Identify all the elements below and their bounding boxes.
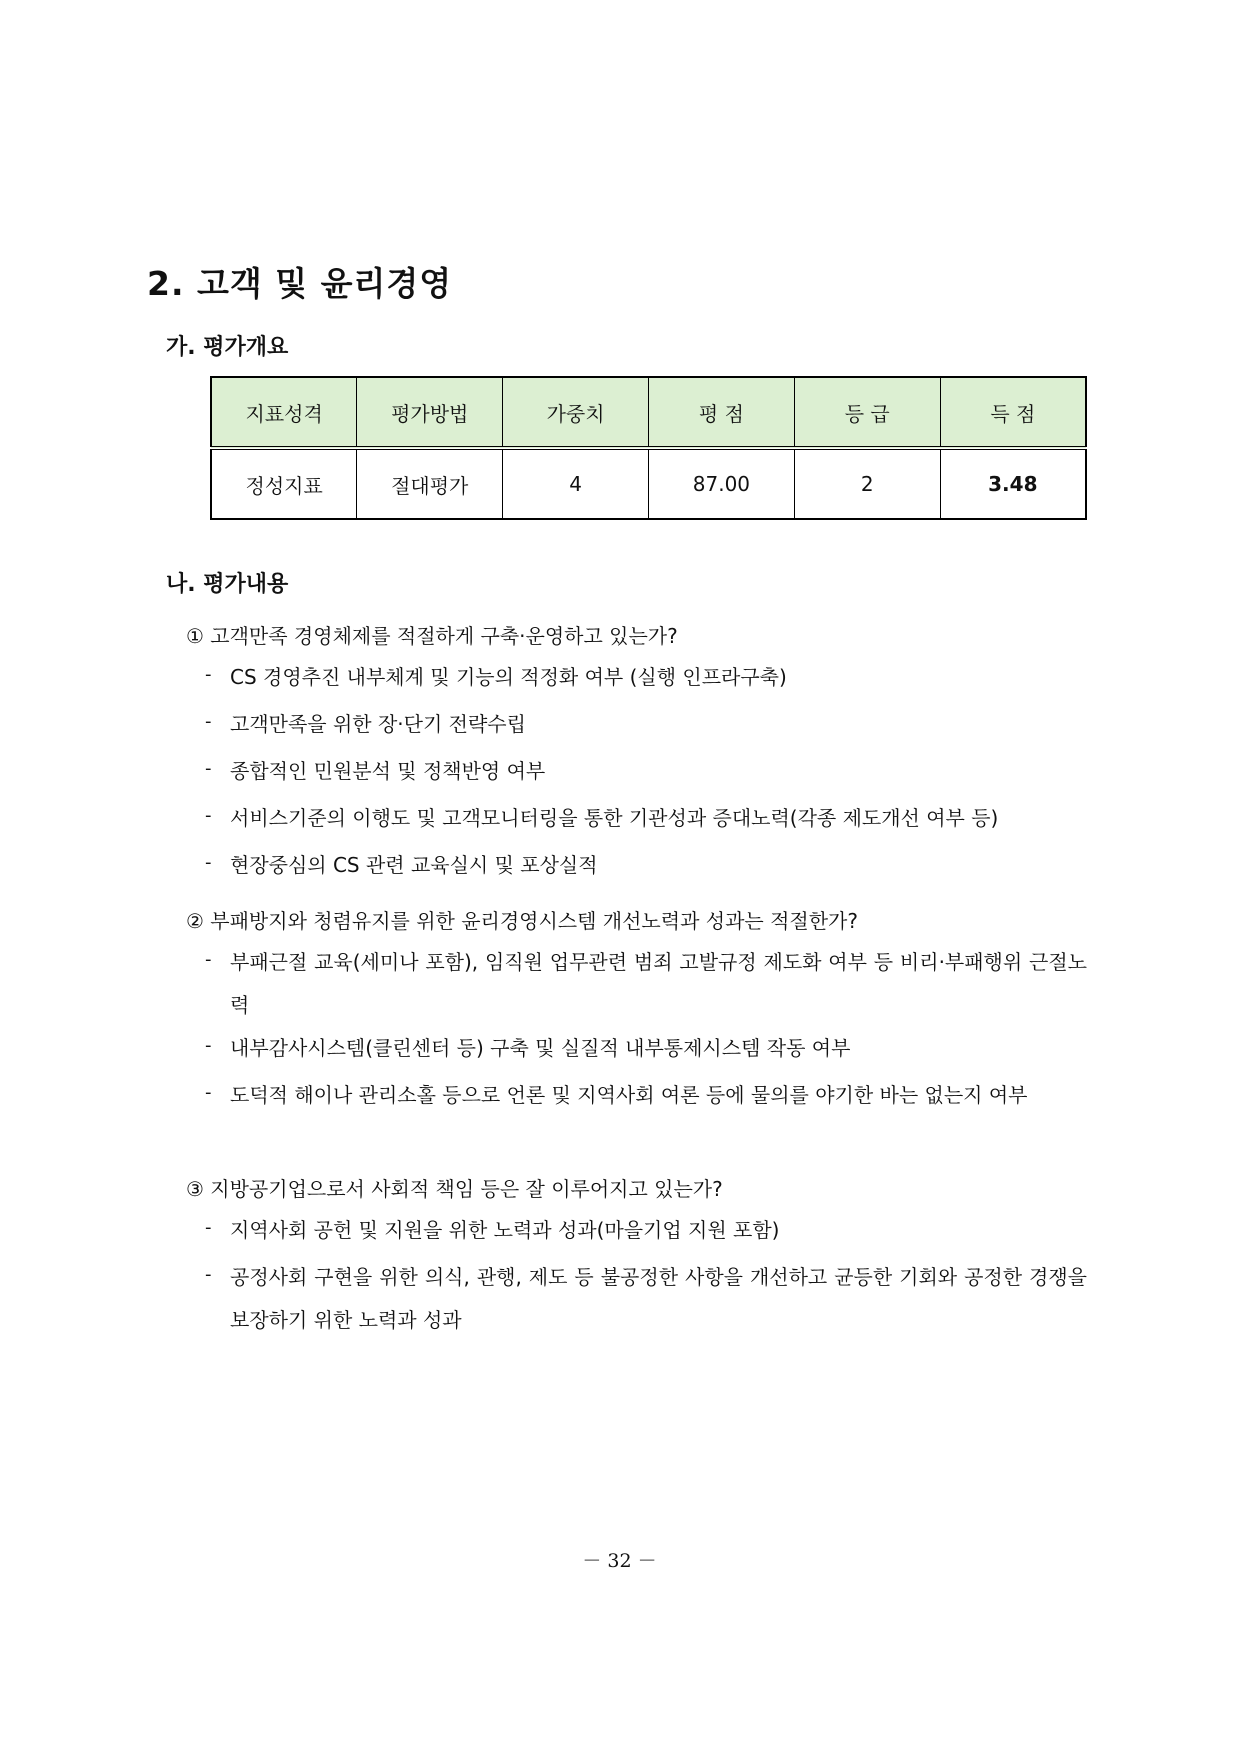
dash-bullet-icon: - — [205, 949, 212, 970]
question-3: ③ 지방공기업으로서 사회적 책임 등은 잘 이루어지고 있는가? — [186, 1177, 723, 1201]
list-item: - 내부감사시스템(클린센터 등) 구축 및 실질적 내부통제시스템 작동 여부 — [205, 1027, 1087, 1070]
cell-grade: 2 — [794, 448, 940, 519]
dash-bullet-icon: - — [205, 1035, 212, 1056]
cell-score: 3.48 — [940, 448, 1086, 519]
header-rating: 평 점 — [648, 377, 794, 448]
section-title: 2. 고객 및 윤리경영 — [147, 264, 453, 303]
cell-indicator-type: 정성지표 — [211, 448, 357, 519]
question-1: ① 고객만족 경영체제를 적절하게 구축·운영하고 있는가? — [186, 624, 678, 648]
cell-rating: 87.00 — [648, 448, 794, 519]
subsection-overview-title: 가. 평가개요 — [166, 335, 289, 360]
subsection-content-title: 나. 평가내용 — [166, 572, 289, 597]
list-item: - 지역사회 공헌 및 지원을 위한 노력과 성과(마을기업 지원 포함) — [205, 1209, 1087, 1252]
dash-bullet-icon: - — [205, 1217, 212, 1238]
dash-bullet-icon: - — [205, 711, 212, 732]
header-weight: 가중치 — [503, 377, 649, 448]
list-item: - 공정사회 구현을 위한 의식, 관행, 제도 등 불공정한 사항을 개선하고 균등한 기회와 공정한 경쟁을 보장하기 위한 노력과 성과 — [205, 1256, 1087, 1342]
header-indicator-type: 지표성격 — [211, 377, 357, 448]
page-number: － 32 － — [582, 1550, 657, 1572]
table-header-row — [211, 377, 1086, 448]
dash-bullet-icon: - — [205, 664, 212, 685]
list-item: - 고객만족을 위한 장·단기 전략수립 — [205, 703, 1087, 746]
header-evaluation-method: 평가방법 — [357, 377, 503, 448]
header-score: 득 점 — [940, 377, 1086, 448]
list-item: - 서비스기준의 이행도 및 고객모니터링을 통한 기관성과 증대노력(각종 제도개선 여부 등) — [205, 797, 1087, 840]
header-grade: 등 급 — [794, 377, 940, 448]
list-item: - 도덕적 해이나 관리소홀 등으로 언론 및 지역사회 여론 등에 물의를 야기한 바는 없는지 여부 — [205, 1074, 1087, 1117]
dash-bullet-icon: - — [205, 852, 212, 873]
question-2: ② 부패방지와 청렴유지를 위한 윤리경영시스템 개선노력과 성과는 적절한가? — [186, 909, 858, 933]
dash-bullet-icon: - — [205, 1264, 212, 1285]
dash-bullet-icon: - — [205, 805, 212, 826]
dash-bullet-icon: - — [205, 758, 212, 779]
list-item: - 부패근절 교육(세미나 포함), 임직원 업무관련 범죄 고발규정 제도화 여부 등 비리·부패행위 근절노력 — [205, 941, 1087, 1027]
cell-evaluation-method: 절대평가 — [357, 448, 503, 519]
list-item: - CS 경영추진 내부체계 및 기능의 적정화 여부 (실행 인프라구축) — [205, 656, 1087, 699]
dash-bullet-icon: - — [205, 1082, 212, 1103]
table-row — [211, 448, 1086, 519]
evaluation-summary-table — [210, 376, 1087, 520]
cell-weight: 4 — [503, 448, 649, 519]
list-item: - 현장중심의 CS 관련 교육실시 및 포상실적 — [205, 844, 1087, 887]
list-item: - 종합적인 민원분석 및 정책반영 여부 — [205, 750, 1087, 793]
